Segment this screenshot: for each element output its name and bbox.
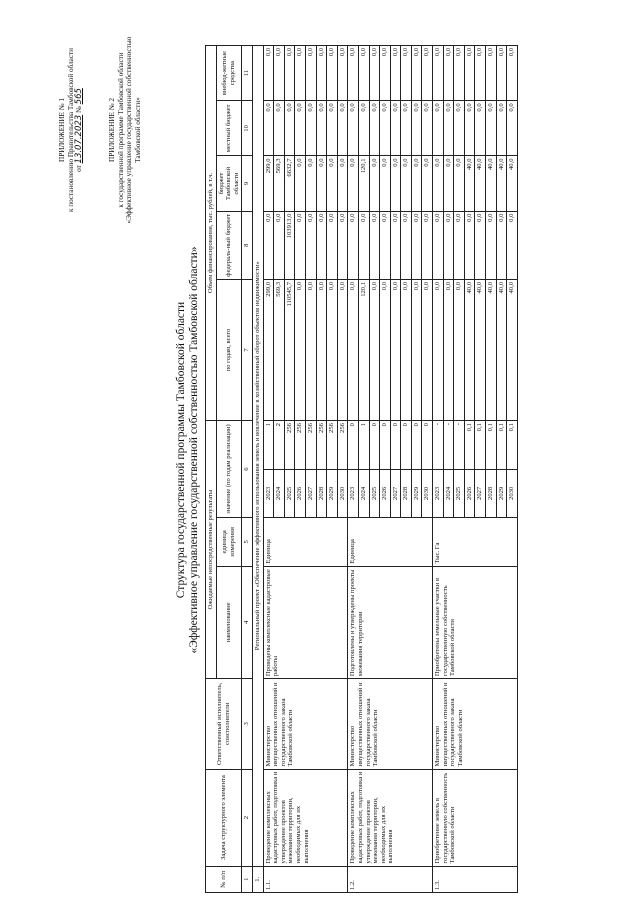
year-cell: 2028 bbox=[401, 469, 412, 518]
value-cell: 1 bbox=[263, 421, 274, 470]
structure-table-body bbox=[252, 46, 517, 893]
regional-cell: 0,0 bbox=[348, 156, 359, 211]
value-cell: 1 bbox=[358, 421, 369, 470]
appendix-1-date: 13.07.2023 bbox=[74, 114, 84, 164]
extrabudget-cell: 0,0 bbox=[337, 46, 348, 101]
appendix-2-note: ПРИЛОЖЕНИЕ № 2 к государственной программе Тамбовской области «Эффективное управление государственной собственностью Тамбовской области» bbox=[108, 5, 142, 255]
extrabudget-cell: 0,0 bbox=[411, 46, 422, 101]
year-cell: 2028 bbox=[486, 469, 497, 518]
regional-cell: 40,0 bbox=[507, 156, 518, 211]
header-result-name: наименование bbox=[216, 566, 242, 678]
total-cell: 40,0 bbox=[496, 279, 507, 420]
federal-cell: 0,0 bbox=[411, 211, 422, 279]
value-cell: 0,1 bbox=[496, 421, 507, 470]
year-cell: 2026 bbox=[464, 469, 475, 518]
federal-cell: 0,0 bbox=[348, 211, 359, 279]
project-num: 1. bbox=[252, 866, 263, 892]
federal-cell: 0,0 bbox=[443, 211, 454, 279]
appendix-1-title: ПРИЛОЖЕНИЕ № 1 bbox=[58, 98, 66, 162]
header-executor: Ответственный исполнитель, соисполнители bbox=[206, 679, 242, 769]
extrabudget-cell: 0,0 bbox=[443, 46, 454, 101]
group-unit: Тыс. Га bbox=[433, 518, 518, 567]
regional-cell: 0,0 bbox=[369, 156, 380, 211]
total-cell: 0,0 bbox=[305, 279, 316, 420]
total-cell: 0,0 bbox=[380, 279, 391, 420]
extrabudget-cell: 0,0 bbox=[369, 46, 380, 101]
extrabudget-cell: 0,0 bbox=[295, 46, 306, 101]
appendix-1-number: 565 bbox=[74, 88, 84, 105]
local-cell: 0,0 bbox=[443, 101, 454, 156]
group-num: 1.2. bbox=[348, 866, 433, 892]
regional-cell: 0,0 bbox=[411, 156, 422, 211]
year-cell: 2029 bbox=[327, 469, 338, 518]
page-title: Структура государственной программы Тамбовской области «Эффективное управление государственной собственностью Тамбовской области» bbox=[175, 246, 200, 654]
federal-cell: 0,0 bbox=[295, 211, 306, 279]
header-result-value: значение (по годам реализации) bbox=[216, 421, 242, 518]
header-finance: Объем финансирования, тыс. рублей, в т.ч. bbox=[206, 46, 217, 421]
value-cell: 0 bbox=[348, 421, 359, 470]
local-cell: 0,0 bbox=[475, 101, 486, 156]
appendix-1-note bbox=[58, 5, 84, 255]
extrabudget-cell: 0,0 bbox=[284, 46, 295, 101]
year-cell: 2030 bbox=[422, 469, 433, 518]
appendix-1-subtitle: к постановлению Правительства Тамбовской области bbox=[66, 47, 75, 213]
local-cell: 0,0 bbox=[380, 101, 391, 156]
extrabudget-cell: 0,0 bbox=[433, 46, 444, 101]
year-cell: 2027 bbox=[390, 469, 401, 518]
value-cell: 0,1 bbox=[475, 421, 486, 470]
extrabudget-cell: 0,0 bbox=[486, 46, 497, 101]
local-cell: 0,0 bbox=[348, 101, 359, 156]
appendix-2-title: ПРИЛОЖЕНИЕ № 2 bbox=[108, 98, 116, 162]
group-task: Проведение комплексных кадастровых работ, подготовка и утверждение проектов межевания территории, необходимых для их выполнения bbox=[263, 769, 348, 866]
total-cell: 0,0 bbox=[422, 279, 433, 420]
local-cell: 0,0 bbox=[274, 101, 285, 156]
local-cell: 0,0 bbox=[358, 101, 369, 156]
total-cell: 569,3 bbox=[274, 279, 285, 420]
federal-cell: 0,0 bbox=[316, 211, 327, 279]
total-cell: 0,0 bbox=[454, 279, 465, 420]
regional-cell: 0,0 bbox=[305, 156, 316, 211]
regional-cell: 0,0 bbox=[422, 156, 433, 211]
structure-table-wrapper bbox=[205, 45, 617, 893]
value-cell: 0 bbox=[401, 421, 412, 470]
value-cell: 0 bbox=[369, 421, 380, 470]
total-cell: 299,0 bbox=[263, 279, 274, 420]
local-cell: 0,0 bbox=[422, 101, 433, 156]
federal-cell: 103913,0 bbox=[284, 211, 295, 279]
federal-cell: 0,0 bbox=[475, 211, 486, 279]
table-row bbox=[263, 46, 274, 893]
extrabudget-cell: 0,0 bbox=[305, 46, 316, 101]
value-cell: 0,1 bbox=[464, 421, 475, 470]
regional-cell: 299,0 bbox=[263, 156, 274, 211]
extrabudget-cell: 0,0 bbox=[390, 46, 401, 101]
value-cell: 2 bbox=[274, 421, 285, 470]
value-cell: - bbox=[433, 421, 444, 470]
group-num: 1.1. bbox=[263, 866, 348, 892]
year-cell: 2023 bbox=[348, 469, 359, 518]
regional-cell: 40,0 bbox=[486, 156, 497, 211]
value-cell: 0 bbox=[380, 421, 391, 470]
value-cell: 0 bbox=[411, 421, 422, 470]
regional-cell: 40,0 bbox=[464, 156, 475, 211]
total-cell: 0,0 bbox=[348, 279, 359, 420]
header-results: Ожидаемые непосредственные результаты bbox=[206, 421, 217, 679]
year-cell: 2030 bbox=[507, 469, 518, 518]
federal-cell: 0,0 bbox=[380, 211, 391, 279]
year-cell: 2024 bbox=[443, 469, 454, 518]
table-row bbox=[348, 46, 359, 893]
year-cell: 2028 bbox=[316, 469, 327, 518]
group-executor: Министерство имущественных отношений и государственного заказа Тамбовской области bbox=[348, 679, 433, 769]
header-fin-total: по годам, всего bbox=[216, 279, 242, 420]
federal-cell: 0,0 bbox=[507, 211, 518, 279]
value-cell: 0 bbox=[422, 421, 433, 470]
federal-cell: 0,0 bbox=[327, 211, 338, 279]
extrabudget-cell: 0,0 bbox=[496, 46, 507, 101]
group-executor: Министерство имущественных отношений и государственного заказа Тамбовской области bbox=[263, 679, 348, 769]
group-executor: Министерство имущественных отношений и государственного заказа Тамбовской области bbox=[433, 679, 518, 769]
federal-cell: 0,0 bbox=[274, 211, 285, 279]
extrabudget-cell: 0,0 bbox=[274, 46, 285, 101]
group-result-name: Приобретены земельные участки в государственную собственность Тамбовской области bbox=[433, 566, 518, 678]
extrabudget-cell: 0,0 bbox=[507, 46, 518, 101]
total-cell: 0,0 bbox=[316, 279, 327, 420]
extrabudget-cell: 0,0 bbox=[464, 46, 475, 101]
value-cell: 256 bbox=[316, 421, 327, 470]
regional-cell: 0,0 bbox=[337, 156, 348, 211]
total-cell: 40,0 bbox=[464, 279, 475, 420]
regional-cell: 40,0 bbox=[475, 156, 486, 211]
total-cell: 120,1 bbox=[358, 279, 369, 420]
total-cell: 0,0 bbox=[401, 279, 412, 420]
federal-cell: 0,0 bbox=[369, 211, 380, 279]
extrabudget-cell: 0,0 bbox=[454, 46, 465, 101]
local-cell: 0,0 bbox=[337, 101, 348, 156]
federal-cell: 0,0 bbox=[454, 211, 465, 279]
year-cell: 2030 bbox=[337, 469, 348, 518]
local-cell: 0,0 bbox=[284, 101, 295, 156]
local-cell: 0,0 bbox=[433, 101, 444, 156]
group-unit: Единица bbox=[348, 518, 433, 567]
total-cell: 0,0 bbox=[337, 279, 348, 420]
regional-cell: 0,0 bbox=[390, 156, 401, 211]
extrabudget-cell: 0,0 bbox=[401, 46, 412, 101]
federal-cell: 0,0 bbox=[337, 211, 348, 279]
year-cell: 2027 bbox=[305, 469, 316, 518]
year-cell: 2027 bbox=[475, 469, 486, 518]
year-cell: 2023 bbox=[263, 469, 274, 518]
local-cell: 0,0 bbox=[390, 101, 401, 156]
federal-cell: 0,0 bbox=[263, 211, 274, 279]
group-task: Проведение комплексных кадастровых работ, подготовка и утверждение проектов межевания территории, необходимых для их выполнения bbox=[348, 769, 433, 866]
value-cell: 256 bbox=[327, 421, 338, 470]
extrabudget-cell: 0,0 bbox=[380, 46, 391, 101]
federal-cell: 0,0 bbox=[358, 211, 369, 279]
year-cell: 2025 bbox=[284, 469, 295, 518]
total-cell: 0,0 bbox=[327, 279, 338, 420]
value-cell: - bbox=[454, 421, 465, 470]
year-cell: 2023 bbox=[433, 469, 444, 518]
regional-cell: 6632,7 bbox=[284, 156, 295, 211]
local-cell: 0,0 bbox=[496, 101, 507, 156]
federal-cell: 0,0 bbox=[433, 211, 444, 279]
local-cell: 0,0 bbox=[454, 101, 465, 156]
local-cell: 0,0 bbox=[327, 101, 338, 156]
year-cell: 2024 bbox=[358, 469, 369, 518]
value-cell: 256 bbox=[337, 421, 348, 470]
header-fin-extrabudget: внебюд-жетные средства bbox=[216, 46, 242, 101]
regional-cell: 0,0 bbox=[380, 156, 391, 211]
appendix-1-date-line: от 13.07.2023 № 565 bbox=[74, 88, 84, 172]
year-cell: 2029 bbox=[496, 469, 507, 518]
extrabudget-cell: 0,0 bbox=[422, 46, 433, 101]
federal-cell: 0,0 bbox=[496, 211, 507, 279]
total-cell: 0,0 bbox=[443, 279, 454, 420]
extrabudget-cell: 0,0 bbox=[327, 46, 338, 101]
local-cell: 0,0 bbox=[295, 101, 306, 156]
year-cell: 2025 bbox=[369, 469, 380, 518]
group-unit: Единица bbox=[263, 518, 348, 567]
federal-cell: 0,0 bbox=[305, 211, 316, 279]
regional-cell: 0,0 bbox=[454, 156, 465, 211]
regional-cell: 0,0 bbox=[433, 156, 444, 211]
regional-cell: 0,0 bbox=[401, 156, 412, 211]
header-fin-regional: бюджет Тамбовской области bbox=[216, 156, 242, 211]
structure-table bbox=[205, 45, 518, 893]
column-numbers-row: 1 2 3 4 5 6 7 8 9 10 11 bbox=[242, 46, 253, 893]
regional-cell: 0,0 bbox=[443, 156, 454, 211]
regional-cell: 120,1 bbox=[358, 156, 369, 211]
year-cell: 2025 bbox=[454, 469, 465, 518]
local-cell: 0,0 bbox=[369, 101, 380, 156]
total-cell: 0,0 bbox=[295, 279, 306, 420]
group-num: 1.3. bbox=[433, 866, 518, 892]
total-cell: 0,0 bbox=[390, 279, 401, 420]
value-cell: 0 bbox=[390, 421, 401, 470]
regional-cell: 40,0 bbox=[496, 156, 507, 211]
regional-cell: 0,0 bbox=[316, 156, 327, 211]
regional-cell: 0,0 bbox=[327, 156, 338, 211]
local-cell: 0,0 bbox=[316, 101, 327, 156]
regional-cell: 569,3 bbox=[274, 156, 285, 211]
local-cell: 0,0 bbox=[401, 101, 412, 156]
group-result-name: Проведены комплексные кадастровые работы bbox=[263, 566, 348, 678]
extrabudget-cell: 0,0 bbox=[348, 46, 359, 101]
total-cell: 0,0 bbox=[411, 279, 422, 420]
federal-cell: 0,0 bbox=[401, 211, 412, 279]
total-cell: 40,0 bbox=[507, 279, 518, 420]
year-cell: 2024 bbox=[274, 469, 285, 518]
total-cell: 110545,7 bbox=[284, 279, 295, 420]
local-cell: 0,0 bbox=[507, 101, 518, 156]
group-result-name: Подготовлены и утверждены проекты межевания территории bbox=[348, 566, 433, 678]
project-title: Региональный проект «Обеспечение эффективного использования земель и вовлечение в хозяйственный оборот объектов недвижимости» bbox=[252, 46, 263, 867]
value-cell: 256 bbox=[295, 421, 306, 470]
year-cell: 2029 bbox=[411, 469, 422, 518]
year-cell: 2026 bbox=[295, 469, 306, 518]
total-cell: 40,0 bbox=[475, 279, 486, 420]
value-cell: 256 bbox=[305, 421, 316, 470]
extrabudget-cell: 0,0 bbox=[316, 46, 327, 101]
total-cell: 0,0 bbox=[433, 279, 444, 420]
local-cell: 0,0 bbox=[486, 101, 497, 156]
federal-cell: 0,0 bbox=[390, 211, 401, 279]
regional-cell: 0,0 bbox=[295, 156, 306, 211]
project-row bbox=[252, 46, 263, 893]
total-cell: 0,0 bbox=[369, 279, 380, 420]
header-result-unit: единица измерения bbox=[216, 518, 242, 567]
local-cell: 0,0 bbox=[263, 101, 274, 156]
local-cell: 0,0 bbox=[411, 101, 422, 156]
value-cell: 0,1 bbox=[486, 421, 497, 470]
year-cell: 2026 bbox=[380, 469, 391, 518]
extrabudget-cell: 0,0 bbox=[358, 46, 369, 101]
table-row bbox=[433, 46, 444, 893]
extrabudget-cell: 0,0 bbox=[475, 46, 486, 101]
header-num: № п/п bbox=[206, 866, 242, 892]
value-cell: 256 bbox=[284, 421, 295, 470]
federal-cell: 0,0 bbox=[464, 211, 475, 279]
header-fin-federal: федераль-ный бюджет bbox=[216, 211, 242, 279]
header-task: Задача структурного элемента bbox=[206, 769, 242, 866]
federal-cell: 0,0 bbox=[486, 211, 497, 279]
value-cell: 0,1 bbox=[507, 421, 518, 470]
header-fin-local: местный бюджет bbox=[216, 101, 242, 156]
total-cell: 40,0 bbox=[486, 279, 497, 420]
local-cell: 0,0 bbox=[305, 101, 316, 156]
extrabudget-cell: 0,0 bbox=[263, 46, 274, 101]
value-cell: - bbox=[443, 421, 454, 470]
group-task: Приобретение земель в государственную собственность Тамбовской области bbox=[433, 769, 518, 866]
federal-cell: 0,0 bbox=[422, 211, 433, 279]
local-cell: 0,0 bbox=[464, 101, 475, 156]
